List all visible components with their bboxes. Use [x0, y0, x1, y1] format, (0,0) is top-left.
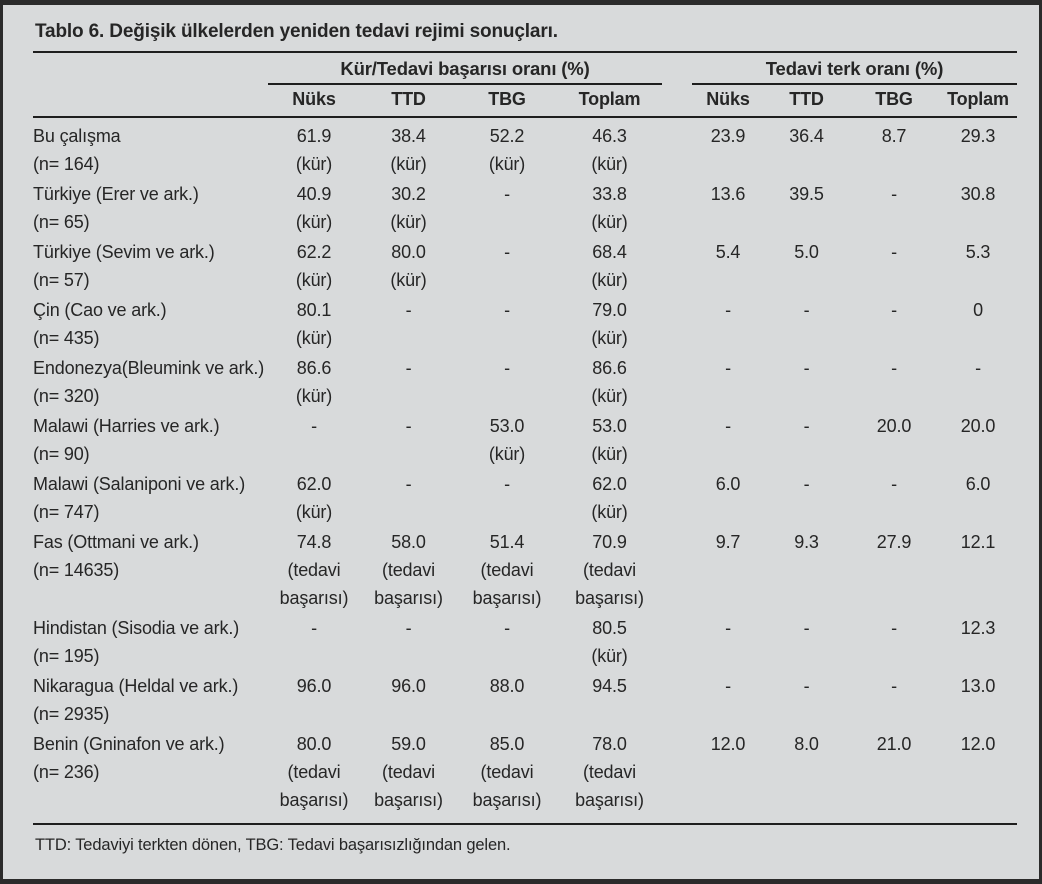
dropout-value-cell — [849, 613, 939, 671]
cure-qualifier: (kür) — [390, 212, 427, 232]
dropout-value-cell — [849, 237, 939, 295]
study-sample-size: (n= 2935) — [33, 704, 110, 724]
row-label-column-header — [33, 53, 268, 84]
dropout-value-cell — [764, 117, 849, 179]
cure-value-cell — [457, 353, 557, 411]
cure-value: 86.6 — [296, 358, 332, 378]
cure-value: 78.0 — [592, 734, 627, 754]
dropout-value: 13.6 — [710, 184, 746, 204]
dropout-value: - — [803, 358, 810, 378]
study-name: Benin (Gninafon ve ark.) — [33, 734, 225, 754]
cure-value: 53.0 — [592, 416, 627, 436]
dropout-value: - — [803, 618, 810, 638]
dropout-value: 21.0 — [876, 734, 912, 754]
cure-value: 52.2 — [489, 126, 525, 146]
cure-value-cell — [557, 527, 662, 613]
cure-qualifier: (kür) — [295, 212, 333, 232]
study-sample-size: (n= 65) — [33, 212, 90, 232]
table-row — [33, 671, 1017, 729]
cure-value-cell — [457, 613, 557, 671]
study-sample-size: (n= 90) — [33, 444, 90, 464]
dropout-value-cell — [939, 411, 1017, 469]
table-title: Tablo 6. Değişik ülkelerden yeniden tedavi rejimi sonuçları. — [35, 21, 558, 42]
group-gap — [662, 295, 692, 353]
study-label — [33, 117, 268, 179]
dropout-value: - — [803, 676, 810, 696]
cure-value-cell — [457, 469, 557, 527]
cure-value-cell — [557, 295, 662, 353]
study-label — [33, 671, 268, 729]
dropout-value-cell — [764, 353, 849, 411]
cure-value-cell — [457, 237, 557, 295]
cure-value-cell — [557, 671, 662, 729]
study-name: Hindistan (Sisodia ve ark.) — [33, 618, 240, 638]
column-header-cure-tbg: TBG — [488, 89, 526, 109]
dropout-value-cell — [764, 671, 849, 729]
dropout-value: - — [975, 358, 981, 378]
study-name: Türkiye (Erer ve ark.) — [33, 184, 199, 204]
dropout-value: - — [891, 676, 897, 696]
table-row — [33, 411, 1017, 469]
column-header-dropout-ttd: TTD — [789, 89, 824, 109]
dropout-value: 36.4 — [789, 126, 824, 146]
study-name: Malawi (Salaniponi ve ark.) — [33, 474, 246, 494]
cure-value: 74.8 — [296, 532, 332, 552]
cure-value: - — [405, 618, 412, 638]
cure-qualifier: (tedavi başarısı) — [374, 762, 443, 810]
cure-value-cell — [360, 729, 457, 815]
cure-value-cell — [557, 353, 662, 411]
dropout-value-cell — [849, 295, 939, 353]
dropout-value-cell — [849, 411, 939, 469]
cure-value: 70.9 — [592, 532, 627, 552]
dropout-value-cell — [849, 729, 939, 815]
dropout-value: - — [891, 358, 897, 378]
cure-value-cell — [557, 237, 662, 295]
column-header-dropout-tbg: TBG — [875, 89, 913, 109]
cure-value: 96.0 — [391, 676, 426, 696]
dropout-value-cell — [764, 237, 849, 295]
study-label — [33, 729, 268, 815]
dropout-value-cell — [849, 671, 939, 729]
cure-qualifier: (kür) — [591, 212, 628, 232]
study-sample-size: (n= 236) — [33, 762, 100, 782]
cure-value-cell — [360, 117, 457, 179]
group-gap — [662, 84, 692, 117]
group-header-cure: Kür/Tedavi başarısı oranı (%) — [268, 53, 662, 84]
dropout-value: 9.3 — [794, 532, 819, 552]
dropout-value-cell — [939, 729, 1017, 815]
cure-value: - — [504, 300, 510, 320]
cure-value-cell — [457, 117, 557, 179]
cure-value-cell — [557, 613, 662, 671]
results-table — [33, 53, 1017, 815]
cure-value: 40.9 — [296, 184, 332, 204]
cure-value-cell — [268, 353, 360, 411]
group-gap — [662, 469, 692, 527]
study-sample-size: (n= 435) — [33, 328, 100, 348]
cure-value-cell — [360, 469, 457, 527]
cure-value: - — [405, 300, 412, 320]
cure-value: 30.2 — [391, 184, 426, 204]
dropout-value: 5.3 — [965, 242, 991, 262]
dropout-value: 12.0 — [960, 734, 996, 754]
dropout-value-cell — [939, 117, 1017, 179]
dropout-value: - — [891, 618, 897, 638]
dropout-value: 0 — [973, 300, 983, 320]
dropout-value-cell — [939, 295, 1017, 353]
dropout-value-cell — [764, 469, 849, 527]
dropout-value-cell — [764, 179, 849, 237]
column-header-dropout-toplam: Toplam — [947, 89, 1009, 109]
group-gap — [662, 53, 692, 84]
dropout-value-cell — [849, 527, 939, 613]
cure-qualifier: (kür) — [591, 646, 628, 666]
cure-qualifier: (tedavi başarısı) — [575, 762, 644, 810]
dropout-value-cell — [764, 613, 849, 671]
study-label — [33, 295, 268, 353]
cure-value-cell — [557, 729, 662, 815]
dropout-value: - — [725, 300, 731, 320]
dropout-value: 23.9 — [710, 126, 746, 146]
group-gap — [662, 671, 692, 729]
dropout-value: 27.9 — [876, 532, 912, 552]
cure-qualifier: (kür) — [591, 502, 628, 522]
cure-value: 62.0 — [592, 474, 627, 494]
group-gap — [662, 527, 692, 613]
dropout-value: 8.0 — [794, 734, 819, 754]
cure-qualifier: (kür) — [295, 328, 333, 348]
cure-qualifier: (tedavi başarısı) — [279, 762, 349, 810]
cure-value: 38.4 — [391, 126, 426, 146]
cure-value-cell — [268, 179, 360, 237]
dropout-value: 29.3 — [960, 126, 996, 146]
cure-value-cell — [268, 411, 360, 469]
study-label — [33, 613, 268, 671]
dropout-value: 6.0 — [965, 474, 991, 494]
dropout-value: - — [803, 416, 810, 436]
dropout-value-cell — [849, 469, 939, 527]
cure-value-cell — [268, 613, 360, 671]
dropout-value: - — [891, 242, 897, 262]
cure-value-cell — [360, 527, 457, 613]
study-name: Nikaragua (Heldal ve ark.) — [33, 676, 239, 696]
cure-value: - — [504, 242, 510, 262]
cure-value: 88.0 — [489, 676, 525, 696]
dropout-value: 20.0 — [960, 416, 996, 436]
table-row — [33, 527, 1017, 613]
cure-qualifier: (kür) — [591, 270, 628, 290]
cure-value: 86.6 — [592, 358, 627, 378]
cure-qualifier: (tedavi başarısı) — [575, 560, 644, 608]
cure-value: 53.0 — [489, 416, 525, 436]
group-gap — [662, 117, 692, 179]
cure-value: 61.9 — [296, 126, 332, 146]
cure-value-cell — [557, 411, 662, 469]
cure-value-cell — [557, 117, 662, 179]
study-name: Endonezya(Bleumink ve ark.) — [33, 358, 265, 378]
cure-value: 85.0 — [489, 734, 525, 754]
dropout-value: - — [725, 416, 731, 436]
cure-qualifier: (kür) — [488, 444, 526, 464]
study-sample-size: (n= 747) — [33, 502, 100, 522]
footnote: TTD: Tedaviyi terkten dönen, TBG: Tedavi başarısızlığından gelen. — [35, 836, 511, 854]
group-gap — [662, 729, 692, 815]
study-label — [33, 469, 268, 527]
dropout-value-cell — [764, 527, 849, 613]
dropout-value: 13.0 — [960, 676, 996, 696]
dropout-value-cell — [849, 353, 939, 411]
dropout-value-cell — [939, 353, 1017, 411]
cure-value-cell — [360, 295, 457, 353]
dropout-value: 39.5 — [789, 184, 824, 204]
cure-value-cell — [457, 411, 557, 469]
dropout-value-cell — [849, 179, 939, 237]
cure-value-cell — [268, 237, 360, 295]
cure-value: 68.4 — [592, 242, 627, 262]
dropout-value-cell — [692, 671, 764, 729]
cure-value-cell — [557, 469, 662, 527]
dropout-value-cell — [692, 237, 764, 295]
dropout-value: - — [803, 474, 810, 494]
cure-value: 51.4 — [489, 532, 525, 552]
column-header-cure-nüks: Nüks — [292, 89, 336, 109]
study-sample-size: (n= 164) — [33, 154, 100, 174]
cure-value-cell — [557, 179, 662, 237]
cure-value-cell — [457, 295, 557, 353]
dropout-value-cell — [939, 237, 1017, 295]
study-name: Fas (Ottmani ve ark.) — [33, 532, 199, 552]
cure-value: - — [405, 416, 412, 436]
dropout-value: - — [803, 300, 810, 320]
cure-qualifier: (kür) — [591, 154, 628, 174]
cure-value: - — [504, 474, 510, 494]
study-sample-size: (n= 57) — [33, 270, 90, 290]
dropout-value: - — [891, 300, 897, 320]
cure-value: - — [504, 618, 510, 638]
dropout-value: - — [725, 618, 731, 638]
column-header-row — [33, 84, 1017, 117]
study-label — [33, 353, 268, 411]
cure-qualifier: (kür) — [295, 386, 333, 406]
study-name: Çin (Cao ve ark.) — [33, 300, 167, 320]
table-row — [33, 469, 1017, 527]
table-row — [33, 729, 1017, 815]
study-label — [33, 527, 268, 613]
cure-value: 96.0 — [296, 676, 332, 696]
dropout-value: 9.7 — [715, 532, 741, 552]
dropout-value-cell — [939, 613, 1017, 671]
cure-value: - — [311, 416, 317, 436]
cure-value: 80.0 — [391, 242, 426, 262]
cure-value-cell — [268, 527, 360, 613]
cure-value: 80.5 — [592, 618, 627, 638]
dropout-value: 5.4 — [715, 242, 741, 262]
dropout-value: 12.1 — [960, 532, 996, 552]
cure-value-cell — [360, 353, 457, 411]
cure-value-cell — [268, 671, 360, 729]
cure-value-cell — [268, 729, 360, 815]
dropout-value-cell — [692, 527, 764, 613]
dropout-value-cell — [692, 353, 764, 411]
cure-value-cell — [268, 469, 360, 527]
cure-value-cell — [360, 179, 457, 237]
table-row — [33, 237, 1017, 295]
cure-value-cell — [360, 613, 457, 671]
cure-value: - — [405, 358, 412, 378]
cure-qualifier: (kür) — [390, 154, 427, 174]
dropout-value: 30.8 — [960, 184, 996, 204]
dropout-value-cell — [764, 295, 849, 353]
cure-value-cell — [457, 729, 557, 815]
cure-value-cell — [360, 411, 457, 469]
dropout-value-cell — [939, 671, 1017, 729]
group-gap — [662, 353, 692, 411]
column-header-cure-toplam: Toplam — [578, 89, 641, 109]
cure-qualifier: (kür) — [591, 444, 628, 464]
dropout-value-cell — [692, 613, 764, 671]
cure-qualifier: (kür) — [591, 328, 628, 348]
cure-value-cell — [457, 671, 557, 729]
cure-value-cell — [457, 527, 557, 613]
cure-value: - — [504, 184, 510, 204]
cure-qualifier: (kür) — [295, 154, 333, 174]
column-header-cure-ttd: TTD — [391, 89, 426, 109]
study-name: Türkiye (Sevim ve ark.) — [33, 242, 215, 262]
table-row — [33, 613, 1017, 671]
cure-value-cell — [457, 179, 557, 237]
cure-qualifier: (kür) — [295, 270, 333, 290]
study-sample-size: (n= 14635) — [33, 560, 120, 580]
study-label — [33, 179, 268, 237]
cure-value: 94.5 — [592, 676, 627, 696]
cure-value: 62.0 — [296, 474, 332, 494]
dropout-value-cell — [849, 117, 939, 179]
cure-value-cell — [268, 295, 360, 353]
group-gap — [662, 179, 692, 237]
dropout-value-cell — [764, 729, 849, 815]
cure-value-cell — [360, 237, 457, 295]
cure-value: 62.2 — [296, 242, 332, 262]
dropout-value-cell — [939, 179, 1017, 237]
table-row — [33, 117, 1017, 179]
cure-value: 33.8 — [592, 184, 627, 204]
study-sample-size: (n= 195) — [33, 646, 100, 666]
cure-value: 79.0 — [592, 300, 627, 320]
dropout-value-cell — [692, 295, 764, 353]
cure-value: 58.0 — [391, 532, 426, 552]
table-row — [33, 179, 1017, 237]
cure-value: 80.0 — [296, 734, 332, 754]
dropout-value: - — [725, 358, 731, 378]
dropout-value: 6.0 — [715, 474, 741, 494]
dropout-value: - — [725, 676, 731, 696]
dropout-value-cell — [692, 729, 764, 815]
dropout-value-cell — [939, 527, 1017, 613]
group-gap — [662, 411, 692, 469]
study-sample-size: (n= 320) — [33, 386, 100, 406]
dropout-value-cell — [692, 179, 764, 237]
dropout-value-cell — [764, 411, 849, 469]
study-label — [33, 411, 268, 469]
cure-value: 46.3 — [592, 126, 627, 146]
cure-value-cell — [268, 117, 360, 179]
study-label — [33, 237, 268, 295]
group-header-dropout: Tedavi terk oranı (%) — [692, 53, 1017, 84]
group-gap — [662, 613, 692, 671]
table-row — [33, 295, 1017, 353]
dropout-value: 12.3 — [960, 618, 996, 638]
cure-qualifier: (kür) — [591, 386, 628, 406]
dropout-value: 5.0 — [794, 242, 819, 262]
dropout-value: 12.0 — [710, 734, 746, 754]
cure-value-cell — [360, 671, 457, 729]
table-row — [33, 353, 1017, 411]
cure-qualifier: (tedavi başarısı) — [374, 560, 443, 608]
dropout-value-cell — [692, 469, 764, 527]
dropout-value-cell — [692, 117, 764, 179]
cure-qualifier: (tedavi başarısı) — [472, 762, 542, 810]
cure-value: - — [504, 358, 510, 378]
cure-qualifier: (kür) — [295, 502, 333, 522]
cure-value: - — [405, 474, 412, 494]
dropout-value: - — [891, 184, 897, 204]
cure-qualifier: (tedavi başarısı) — [279, 560, 349, 608]
study-name: Bu çalışma — [33, 126, 121, 146]
dropout-value: - — [891, 474, 897, 494]
cure-value: 80.1 — [296, 300, 332, 320]
study-name: Malawi (Harries ve ark.) — [33, 416, 220, 436]
cure-qualifier: (kür) — [488, 154, 526, 174]
cure-value: 59.0 — [391, 734, 426, 754]
dropout-value-cell — [939, 469, 1017, 527]
row-label-column-header — [33, 84, 268, 117]
column-header-dropout-nüks: Nüks — [706, 89, 750, 109]
group-gap — [662, 237, 692, 295]
dropout-value: 20.0 — [876, 416, 912, 436]
group-header-row — [33, 53, 1017, 84]
dropout-value-cell — [692, 411, 764, 469]
cure-value: - — [311, 618, 317, 638]
cure-qualifier: (kür) — [390, 270, 427, 290]
cure-qualifier: (tedavi başarısı) — [472, 560, 542, 608]
dropout-value: 8.7 — [881, 126, 907, 146]
